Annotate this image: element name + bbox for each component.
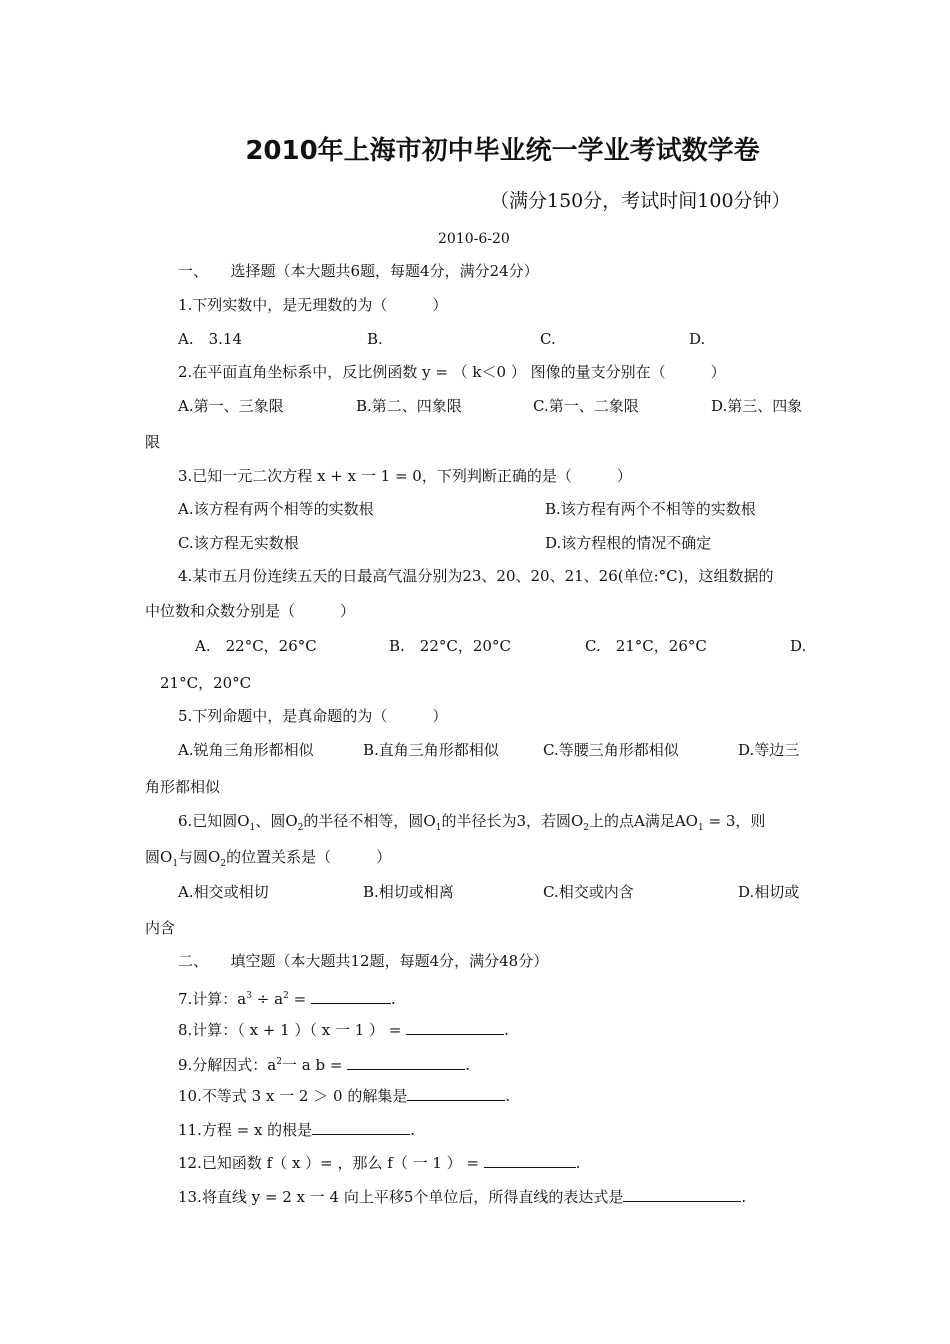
q6-text: 的半径不相等，圆O — [303, 812, 436, 830]
q13-text: 13.将直线 y = 2 x 一 4 向上平移5个单位后，所得直线的表达式是 — [178, 1188, 624, 1206]
section-2-heading: 二、 填空题（本大题共12题，每题4分，满分48分） — [178, 952, 549, 970]
question-4-option-c: C. 21°C，26°C — [585, 637, 707, 655]
question-2-wrap: 限 — [145, 433, 161, 451]
question-13 — [178, 1186, 746, 1207]
q7-text: = — [288, 990, 311, 1008]
q6-subscript: 1 — [435, 823, 442, 833]
q6-text: 6.已知圆O — [178, 812, 250, 830]
question-1-option-a: A. 3.14 — [178, 330, 242, 348]
q6-text: 的半径长为3，若圆O — [441, 812, 584, 830]
q6-text: = 3，则 — [703, 812, 766, 830]
question-1-option-c: C. — [540, 330, 556, 348]
question-2-option-b: B.第二、四象限 — [356, 397, 462, 415]
q6-subscript: 1 — [697, 823, 704, 833]
question-2-option-a: A.第一、三象限 — [178, 397, 284, 415]
q6-subscript: 2 — [583, 823, 590, 833]
answer-blank[interactable] — [407, 1085, 505, 1101]
q7-exponent: 2 — [283, 991, 289, 1001]
question-3-stem: 3.已知一元二次方程 x + x 一 1 = 0，下列判断正确的是（ ） — [178, 467, 632, 485]
q10-period: . — [505, 1087, 511, 1105]
question-6-option-a: A.相交或相切 — [178, 883, 269, 901]
question-1-option-d: D. — [689, 330, 706, 348]
question-4-stem: 4.某市五月份连续五天的日最高气温分别为23、20、20、21、26(单位:°C)，这组数据的 — [178, 567, 774, 585]
question-1-stem: 1.下列实数中，是无理数的为（ ） — [178, 296, 448, 314]
question-3-option-c: C.该方程无实数根 — [178, 534, 299, 552]
q7-period: . — [390, 990, 396, 1008]
q7-text: ÷ a — [252, 990, 284, 1008]
question-7 — [178, 986, 396, 1009]
question-3-option-a: A.该方程有两个相等的实数根 — [178, 500, 374, 518]
question-6-option-d: D.相切或 — [738, 883, 800, 901]
q6-subscript: 2 — [297, 823, 304, 833]
answer-blank[interactable] — [311, 988, 391, 1004]
question-5-option-c: C.等腰三角形都相似 — [543, 741, 679, 759]
answer-blank[interactable] — [623, 1186, 741, 1202]
question-8 — [178, 1019, 509, 1040]
question-5-option-a: A.锐角三角形都相似 — [178, 741, 314, 759]
question-3-option-b: B.该方程有两个不相等的实数根 — [545, 500, 756, 518]
q6-text: 圆O — [145, 848, 173, 866]
q9-text: 一 a b = — [282, 1056, 348, 1074]
q11-text: 11.方程 = x 的根是 — [178, 1121, 313, 1139]
q6-text: 的位置关系是（ ） — [226, 848, 392, 866]
q6-subscript: 2 — [220, 859, 227, 869]
section-1-heading: 一、 选择题（本大题共6题，每题4分，满分24分） — [178, 262, 539, 280]
question-10 — [178, 1085, 510, 1106]
page-title: 2010年上海市初中毕业统一学业考试数学卷 — [245, 136, 760, 166]
q6-text: 、圆O — [255, 812, 298, 830]
q6-text: 与圆O — [178, 848, 221, 866]
question-5-option-b: B.直角三角形都相似 — [363, 741, 499, 759]
q9-text: 9.分解因式：a — [178, 1056, 277, 1074]
question-6-option-c: C.相交或内含 — [543, 883, 634, 901]
answer-blank[interactable] — [347, 1054, 465, 1070]
question-2-stem: 2.在平面直角坐标系中，反比例函数 y = （ k＜0 ） 图像的量支分别在（ ） — [178, 363, 726, 381]
question-2-option-c: C.第一、二象限 — [533, 397, 639, 415]
question-4-option-b: B. 22°C，20°C — [389, 637, 511, 655]
q8-text: 8.计算：（ x + 1 ）（ x 一 1 ） = — [178, 1021, 407, 1039]
q6-subscript: 1 — [249, 823, 256, 833]
question-2-option-d: D.第三、四象 — [711, 397, 803, 415]
question-4-option-a: A. 22°C，26°C — [195, 637, 317, 655]
question-5-wrap: 角形都相似 — [145, 778, 221, 796]
question-4-wrap: 21°C，20°C — [160, 674, 252, 692]
question-6-wrap: 内含 — [145, 919, 176, 937]
question-1-option-b: B. — [367, 330, 383, 348]
question-11 — [178, 1119, 415, 1140]
q11-period: . — [410, 1121, 415, 1139]
question-4-option-d: D. — [790, 637, 807, 655]
q6-text: 上的点A满足AO — [589, 812, 698, 830]
question-6-stem-cont — [145, 847, 391, 874]
question-5-option-d: D.等边三 — [738, 741, 800, 759]
question-12 — [178, 1152, 581, 1173]
answer-blank[interactable] — [406, 1019, 504, 1035]
question-9 — [178, 1052, 470, 1075]
q13-period: . — [741, 1188, 747, 1206]
q7-text: 7.计算：a — [178, 990, 247, 1008]
question-6-stem — [178, 811, 765, 838]
q10-text: 10.不等式 3 x 一 2 ＞ 0 的解集是 — [178, 1087, 408, 1105]
question-6-option-b: B.相切或相离 — [363, 883, 454, 901]
answer-blank[interactable] — [312, 1119, 410, 1135]
question-3-option-d: D.该方程根的情况不确定 — [545, 534, 712, 552]
question-4-stem-cont: 中位数和众数分别是（ ） — [145, 602, 356, 620]
question-5-stem: 5.下列命题中，是真命题的为（ ） — [178, 707, 448, 725]
q8-period: . — [504, 1021, 509, 1039]
q7-exponent: 3 — [246, 991, 252, 1001]
q9-period: . — [465, 1056, 470, 1074]
q12-period: . — [575, 1154, 581, 1172]
exam-subtitle: （满分150分，考试时间100分钟） — [490, 190, 791, 212]
q12-text: 12.已知函数 f（ x ）= ，那么 f（ 一 1 ） = — [178, 1154, 484, 1172]
q6-subscript: 1 — [172, 859, 179, 869]
exam-date: 2010-6-20 — [438, 231, 510, 247]
q9-exponent: 2 — [276, 1057, 282, 1067]
answer-blank[interactable] — [484, 1152, 576, 1168]
